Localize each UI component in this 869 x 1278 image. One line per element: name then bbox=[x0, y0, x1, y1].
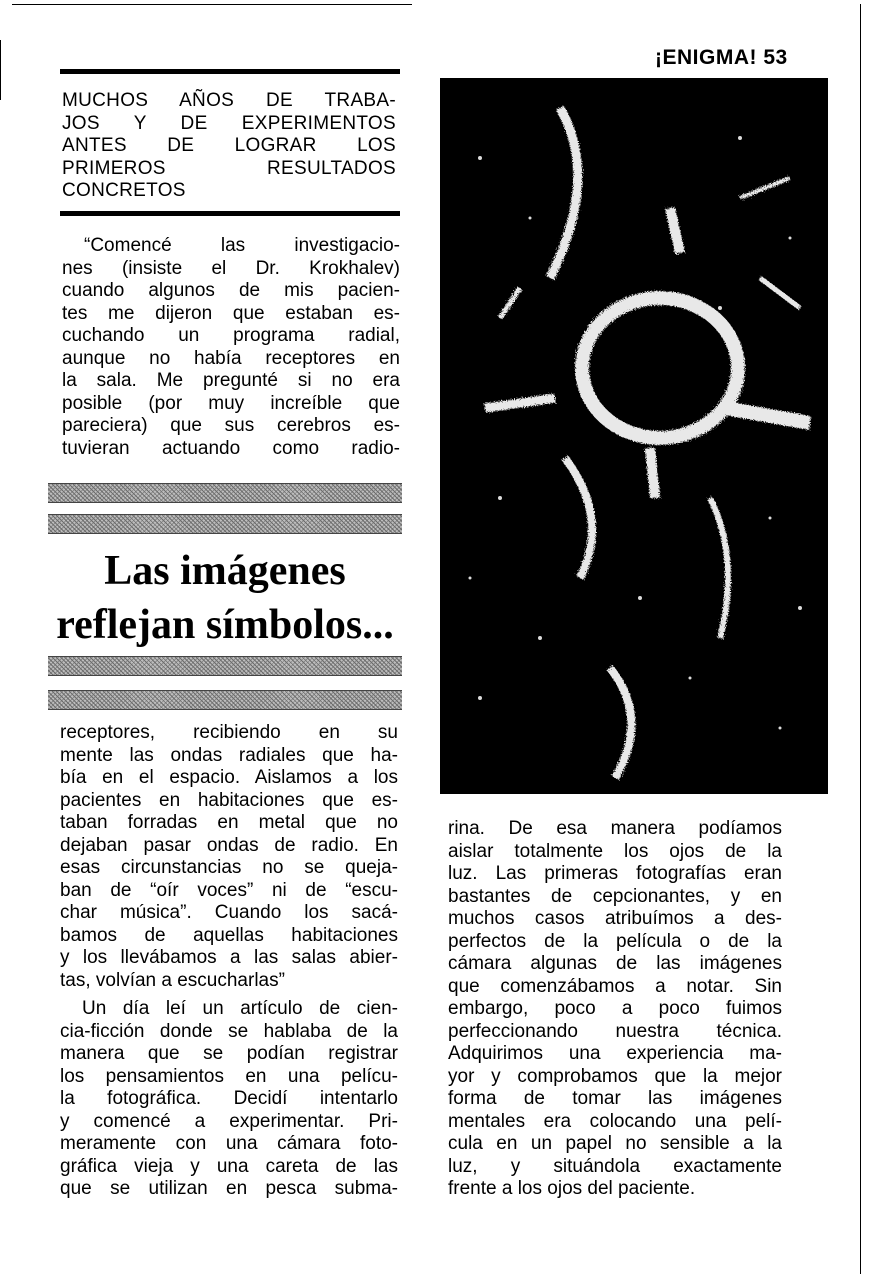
body-column-c bbox=[448, 818, 782, 1201]
text-line: posible (por muy increíble que bbox=[62, 392, 400, 414]
text-line: frente a los ojos del paciente. bbox=[448, 1178, 696, 1199]
pull-quote-line: PRIMEROS RESULTADOS bbox=[62, 157, 396, 179]
text-line: esas circunstancias no se queja- bbox=[60, 857, 398, 878]
text-line: tas, volvían a escucharlas” bbox=[60, 969, 285, 991]
pull-quote-line: ANTES DE LOGRAR LOS bbox=[62, 135, 396, 156]
text-line: gráfica vieja y una careta de las bbox=[60, 1155, 398, 1177]
text-line: muchos casos atribuímos a des- bbox=[448, 908, 782, 929]
text-line: dejaban pasar ondas de radio. En bbox=[60, 834, 398, 856]
symbol-photo bbox=[440, 78, 828, 794]
text-line: aunque no había receptores en bbox=[62, 347, 400, 369]
text-line: luz. Las primeras fotografías eran bbox=[448, 863, 782, 884]
text-line: la fotográfica. Decidí intentarlo bbox=[60, 1088, 398, 1109]
text-line: y comencé a experimentar. Pri- bbox=[60, 1110, 398, 1132]
text-line: perfectos de la película o de la bbox=[448, 930, 782, 952]
text-line: yor y comprobamos que la mejor bbox=[448, 1065, 782, 1087]
text-line: la sala. Me pregunté si no era bbox=[62, 370, 400, 391]
text-line: pareciera) que sus cerebros es- bbox=[62, 415, 400, 436]
text-line: tuvieran actuando como radio- bbox=[62, 437, 400, 459]
text-line: que comenzábamos a notar. Sin bbox=[448, 975, 782, 997]
text-line: bastantes de cepcionantes, y en bbox=[448, 885, 782, 907]
text-line: cuchando un programa radial, bbox=[62, 325, 400, 346]
body-column-b bbox=[60, 722, 398, 1201]
left-edge-mark bbox=[0, 40, 1, 100]
text-line: y los llevábamos a las salas abier- bbox=[60, 947, 398, 968]
text-line: que se utilizan en pesca subma- bbox=[60, 1178, 398, 1199]
text-line: receptores, recibiendo en su bbox=[60, 722, 398, 743]
callout-bottom-bar bbox=[60, 211, 400, 216]
pull-quote-line: MUCHOS AÑOS DE TRABA- bbox=[62, 90, 396, 111]
text-line: cula en un papel no sensible a la bbox=[448, 1133, 782, 1154]
text-line: taban forradas en metal que no bbox=[60, 812, 398, 833]
text-line: los pensamientos en una pelícu- bbox=[60, 1065, 398, 1087]
text-line: nes (insiste el Dr. Krokhalev) bbox=[62, 257, 400, 279]
text-line: char música”. Cuando los sacá- bbox=[60, 902, 398, 923]
headline-line: Las imágenes bbox=[104, 548, 346, 594]
body-column-a bbox=[62, 235, 400, 460]
halftone-band bbox=[48, 514, 402, 534]
halftone-band bbox=[48, 656, 402, 676]
text-line: perfeccionando nuestra técnica. bbox=[448, 1020, 782, 1042]
halftone-band bbox=[48, 690, 402, 710]
text-line: forma de tomar las imágenes bbox=[448, 1088, 782, 1109]
text-line: bamos de aquellas habitaciones bbox=[60, 924, 398, 946]
text-line: mentales era colocando una pelí- bbox=[448, 1110, 782, 1132]
text-line: cuando algunos de mis pacien- bbox=[62, 280, 400, 301]
text-line: luz, y situándola exactamente bbox=[448, 1155, 782, 1177]
text-line: rina. De esa manera podíamos bbox=[448, 818, 782, 839]
text-line: “Comencé las investigacio- bbox=[84, 235, 400, 256]
text-line: mente las ondas radiales que ha- bbox=[60, 744, 398, 766]
text-line: pacientes en habitaciones que es- bbox=[60, 789, 398, 811]
pull-quote-line: JOS Y DE EXPERIMENTOS bbox=[62, 112, 396, 134]
symbol-photo-graphic bbox=[440, 78, 828, 794]
headline-line: reflejan símbolos... bbox=[56, 602, 394, 648]
right-rule bbox=[860, 4, 861, 1274]
page-header: ¡ENIGMA! 53 bbox=[655, 46, 788, 69]
text-line: ban de “oír voces” ni de “escu- bbox=[60, 879, 398, 901]
text-line: Adquirimos una experiencia ma- bbox=[448, 1043, 782, 1064]
pull-quote bbox=[62, 90, 396, 203]
text-line: bía en el espacio. Aislamos a los bbox=[60, 767, 398, 788]
text-line: aislar totalmente los ojos de la bbox=[448, 840, 782, 862]
text-line: cámara algunas de las imágenes bbox=[448, 953, 782, 974]
halftone-band bbox=[48, 483, 402, 503]
top-rule bbox=[12, 4, 412, 5]
section-headline bbox=[48, 544, 402, 652]
text-line: cia-ficción donde se hablaba de la bbox=[60, 1020, 398, 1042]
text-line: tes me dijeron que estaban es- bbox=[62, 302, 400, 324]
text-line: manera que se podían registrar bbox=[60, 1043, 398, 1064]
pull-quote-line: CONCRETOS bbox=[62, 180, 186, 201]
text-line: Un día leí un artículo de cien- bbox=[82, 998, 398, 1019]
text-line: embargo, poco a poco fuimos bbox=[448, 998, 782, 1019]
callout-top-bar bbox=[60, 69, 400, 74]
text-line: meramente con una cámara foto- bbox=[60, 1133, 398, 1154]
